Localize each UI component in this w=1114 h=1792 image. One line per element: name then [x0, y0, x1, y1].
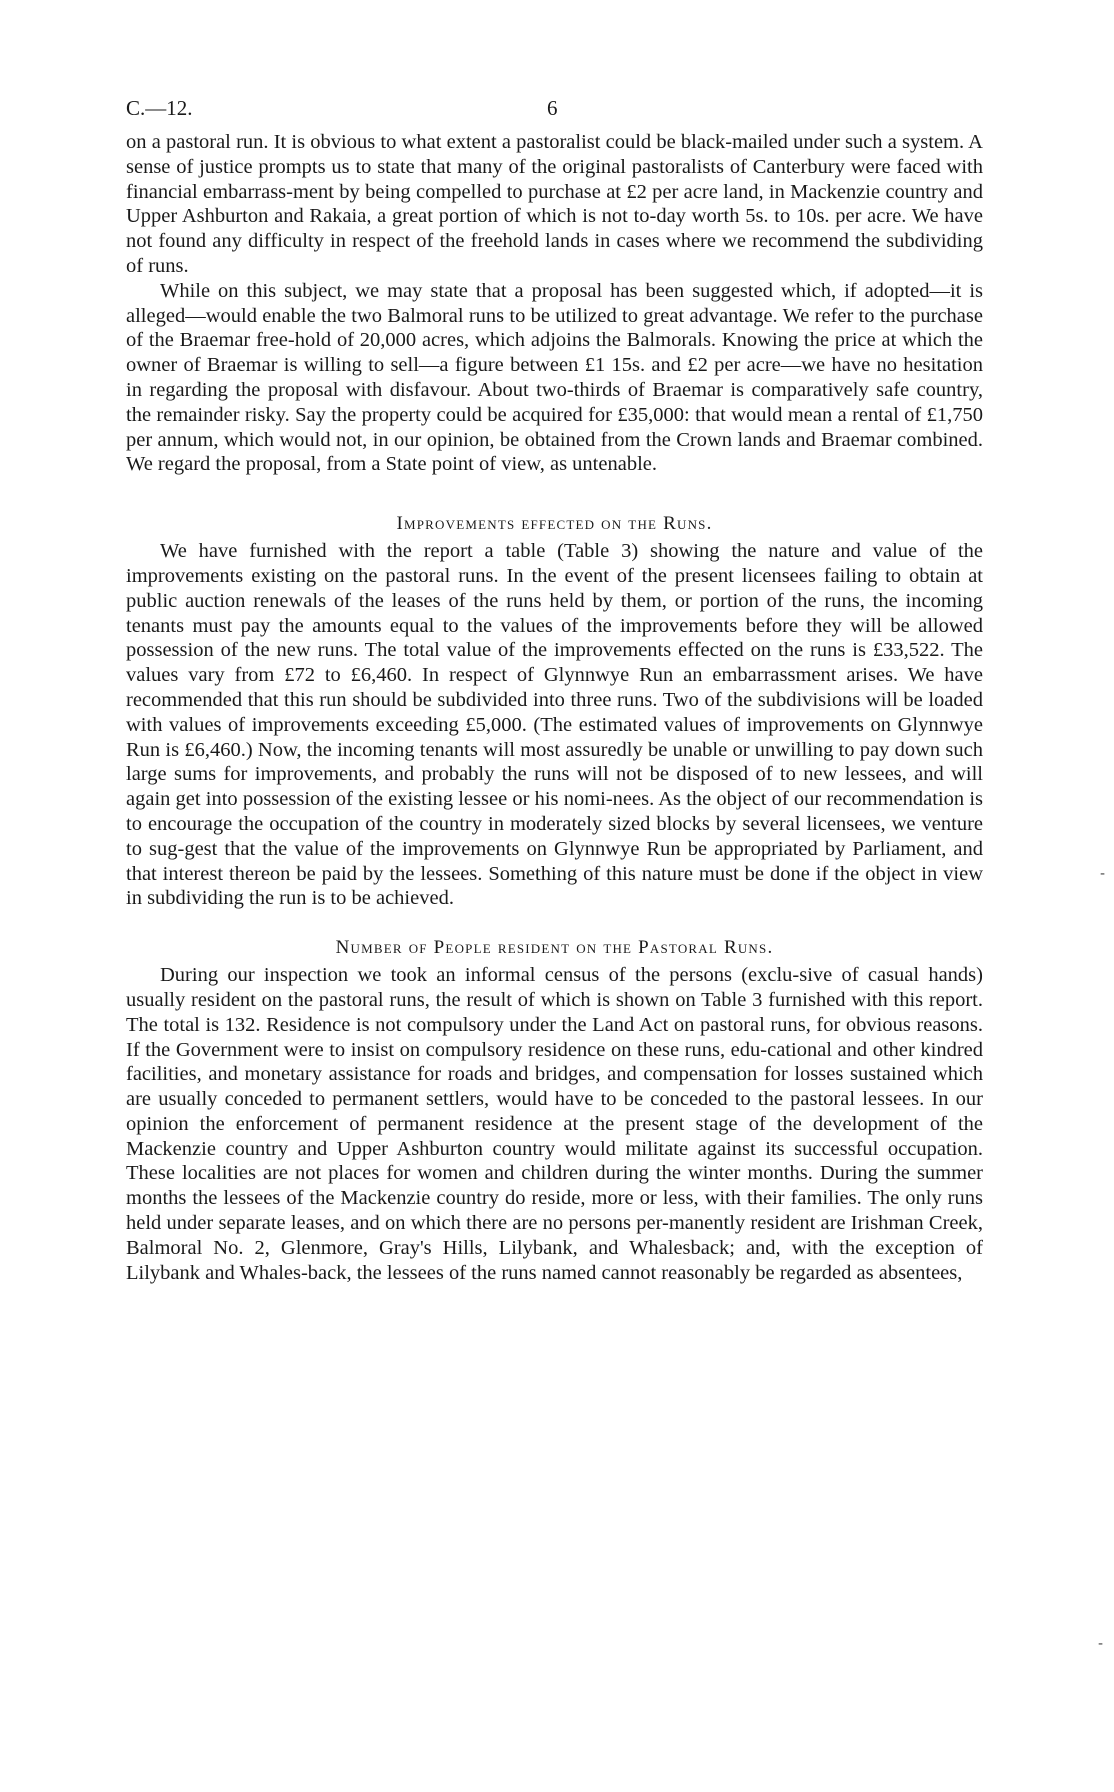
- scan-margin-mark: ‑: [1098, 1636, 1104, 1652]
- paragraph-residents: During our inspection we took an informal census of the persons (exclu-sive of casual hands) usually resident on the pastoral runs, the result of which is shown on Table 3 furnished with this report. The total is 132. Residence is not compulsory under the Land Act on pastoral runs, for obvious reasons. If the Government were to insist on compulsory residence on these runs, edu-cational and other kindred facilities, and monetary assistance for roads and bridges, and compensation for losses sustained which are usually conceded to permanent settlers, would have to be conceded to the pastoral lessees. In our opinion the enforcement of permanent residence at the present stage of the development of the Mackenzie country and Upper Ashburton country would militate against its successful occupation. These localities are not places for women and children during the winter months. During the summer months the lessees of the Mackenzie country do reside, more or less, with their families. The only runs held under separate leases, and on which there are no persons per-manently resident are Irishman Creek, Balmoral No. 2, Glenmore, Gray's Hills, Lilybank, and Whalesback; and, with the exception of Lilybank and Whales-back, the lessees of the runs named cannot reasonably be regarded as absentees,: [126, 964, 983, 1284]
- paragraph-braemar-proposal: While on this subject, we may state that a proposal has been suggested which, if adopted—it is alleged—would enable the two Balmoral runs to be utilized to great advantage. We refer to the purchase of the Braemar free-hold of 20,000 acres, which adjoins the Balmorals. Knowing the price at which the owner of Braemar is willing to sell—a figure between £1 15s. and £2 per acre—we have no hesitation in regarding the proposal with disfavour. About two-thirds of Braemar is comparatively safe country, the remainder risky. Say the property could be acquired for £35,000: that would mean a rental of £1,750 per annum, which would not, in our opinion, be obtained from the Crown lands and Braemar combined. We regard the proposal, from a State point of view, as untenable.: [126, 279, 983, 476]
- paragraph-improvements: We have furnished with the report a table (Table 3) showing the nature and value of the improvements existing on the pastoral runs. In the event of the present licensees failing to obtain at public auction renewals of the leases of the runs held by them, or portion of the runs, the incoming tenants must pay the amounts equal to the values of the improvements before they will be allowed possession of the new runs. The total value of the improvements effected on the runs is £33,522. The values vary from £72 to £6,460. In respect of Glynnwye Run an embarrassment arises. We have recommended that this run should be subdivided into three runs. Two of the subdivisions will be loaded with values of improvements exceeding £5,000. (The estimated values of improvements on Glynnwye Run is £6,460.) Now, the incoming tenants will most assuredly be unable or unwilling to pay down such large sums for improvements, and probably the runs will not be disposed of to new lessees, and will again get into possession of the existing lessee or his nomi-nees. As the object of our recommendation is to encourage the occupation of the country in moderately sized blocks by several licensees, we venture to sug-gest that the value of the improvements on Glynnwye Run be appropriated by Parliament, and that interest thereon be paid by the lessees. Something of this nature must be done if the object in view in subdividing the run is to be achieved.: [126, 540, 983, 910]
- paragraph-pastoralists: on a pastoral run. It is obvious to what extent a pastoralist could be black-mailed under such a system. A sense of justice prompts us to state that many of the original pastoralists of Canterbury were faced with financial embarrass-ment by being compelled to purchase at £2 per acre land, in Mackenzie country and Upper Ashburton and Rakaia, a great portion of which is not to-day worth 5s. to 10s. per acre. We have not found any difficulty in respect of the freehold lands in cases where we recommend the subdividing of runs.: [126, 131, 983, 277]
- page-number: 6: [547, 96, 558, 120]
- running-header: [126, 96, 983, 130]
- scan-margin-mark: ‑: [1100, 866, 1106, 882]
- document-reference: C.—12.: [126, 96, 193, 120]
- heading-improvements: Improvements effected on the Runs.: [396, 513, 713, 535]
- document-page: [126, 96, 983, 1285]
- heading-residents: Number of People resident on the Pastoral Runs.: [335, 937, 774, 959]
